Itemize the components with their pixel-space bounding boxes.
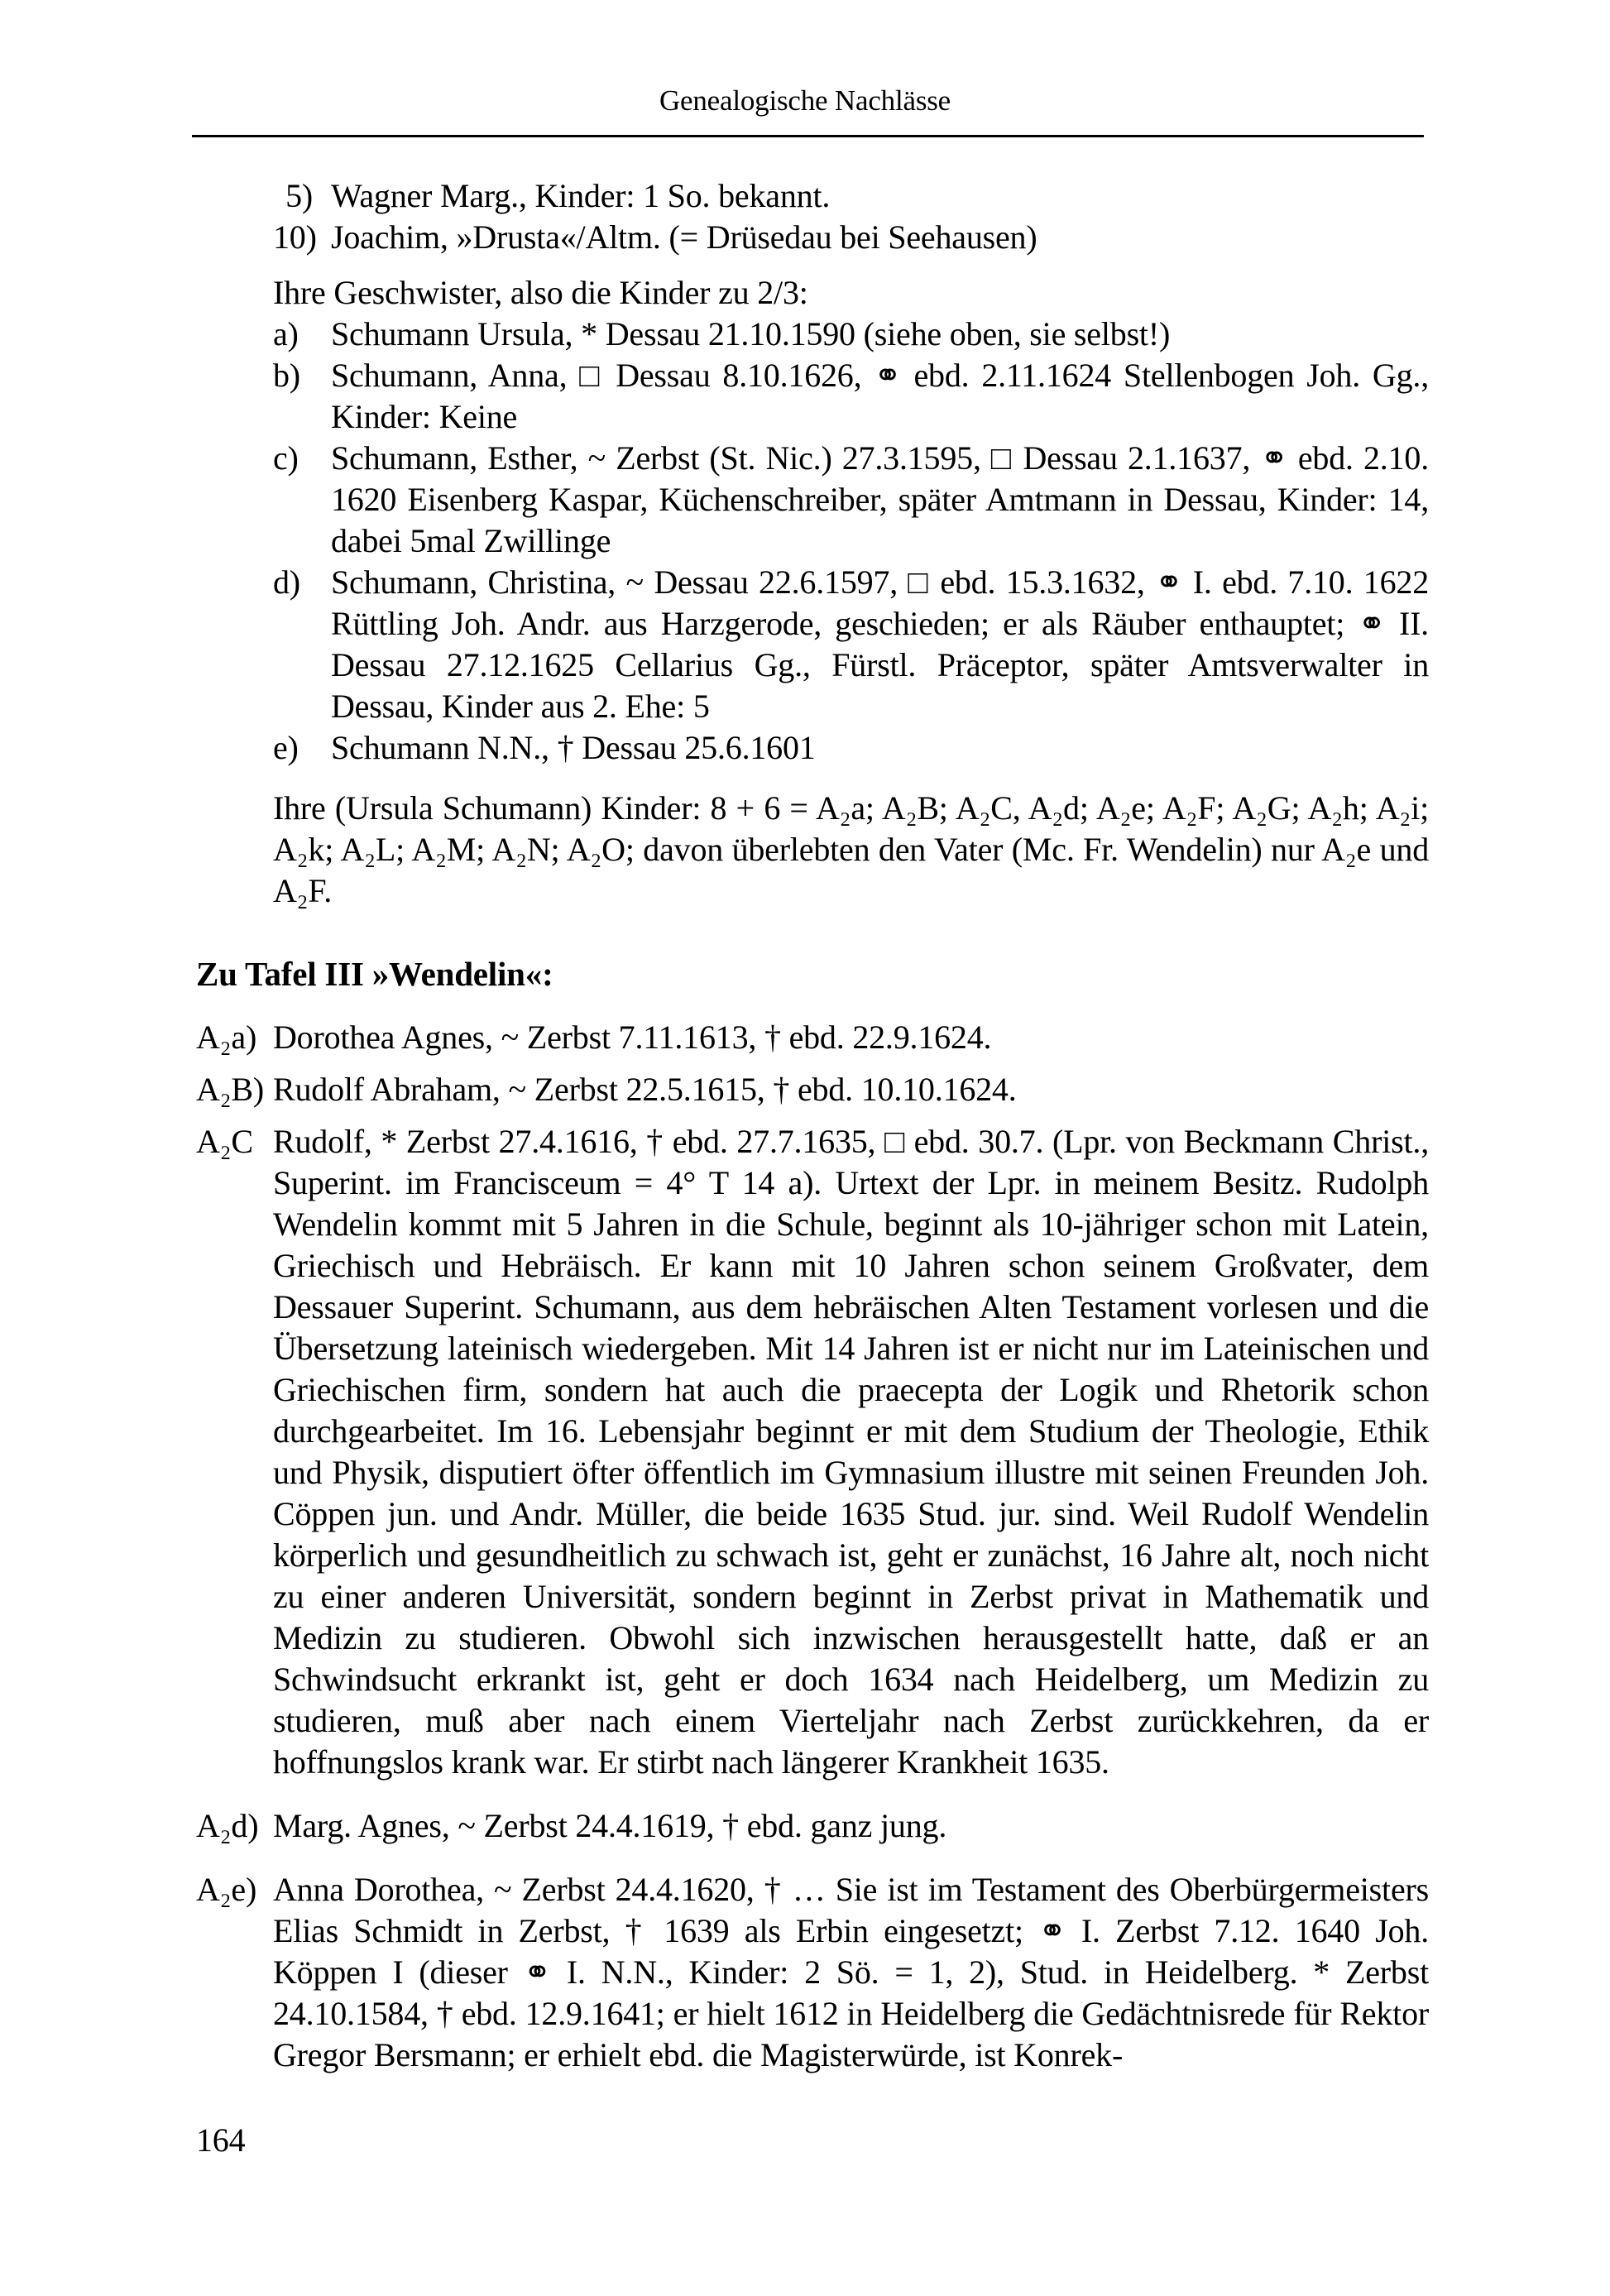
entry-label: A₂a) [196, 1019, 257, 1056]
entry-text: Marg. Agnes, ~ Zerbst 24.4.1619, † ebd. ganz jung. [273, 1807, 947, 1844]
entry-text: Rudolf, * Zerbst 27.4.1616, † ebd. 27.7.1635, □ ebd. 30.7. (Lpr. von Beckmann Christ., Superint. im Francisceum = 4° T 14 a). Urtext der Lpr. in meinem Besitz. Rudolph Wendelin kommt mit 5 Jahren in die Schule, beginnt als 10-jähriger schon mit Latein, Griechisch und Hebräisch. Er kann mit 10 Jahren schon seinem Großvater, dem Dessauer Superint. Schumann, aus dem hebräischen Alten Testament vorlesen und die Übersetzung lateinisch wiedergeben. Mit 14 Jahren ist er nicht nur im Lateinischen und Griechischen firm, sondern hat auch die praecepta der Logik und Rhetorik schon durchgearbeitet. Im 16. Lebensjahr beginnt er mit dem Studium der Theologie, Ethik und Physik, disputiert öfter öffentlich im Gymnasium illustre mit seinen Freunden Joh. Cöppen jun. und Andr. Müller, die beide 1635 Stud. jur. sind. Weil Rudolf Wendelin körperlich und gesundheitlich zu schwach ist, geht er zunächst, 16 Jahre alt, noch nicht zu einer anderen Universität, sondern beginnt in Zerbst privat in Mathematik und Medizin zu studieren. Obwohl sich inzwischen herausgestellt hatte, daß er an Schwindsucht erkrankt ist, geht er doch 1634 nach Heidelberg, um Medizin zu studieren, muß aber nach einem Vierteljahr nach Zerbst zurückkehren, da er hoffnungslos krank war. Er stirbt nach längerer Krankheit 1635. [273, 1123, 1429, 1781]
siblings-intro: Ihre Geschwister, also die Kinder zu 2/3: [273, 274, 808, 311]
list-item [273, 355, 1429, 438]
item-text: Schumann, Anna, □ Dessau 8.10.1626, ⚭ ebd. 2.11.1624 Stellenbogen Joh. Gg., Kinder: Keine [331, 357, 1429, 435]
item-text: Wagner Marg., Kinder: 1 So. bekannt. [331, 177, 831, 214]
tafel-entry [196, 1017, 1429, 1058]
item-letter: a) [273, 315, 299, 352]
children-summary: Ihre (Ursula Schumann) Kinder: 8 + 6 = A₂a; A₂B; A₂C, A₂d; A₂e; A₂F; A₂G; A₂h; A₂i; A₂k; A₂L; A₂M; A₂N; A₂O; davon überlebten den Vater (Mc. Fr. Wendelin) nur A₂e und A₂F. [273, 789, 1429, 909]
item-text: Schumann Ursula, * Dessau 21.10.1590 (siehe oben, sie selbst!) [331, 315, 1171, 352]
list-item [273, 727, 1429, 769]
tafel-entries [196, 1017, 1429, 2076]
entry-text: Anna Dorothea, ~ Zerbst 24.4.1620, † … Sie ist im Testament des Oberbürgermeisters Elias Schmidt in Zerbst, † 1639 als Erbin eingesetzt; ⚭ I. Zerbst 7.12. 1640 Joh. Köppen I (dieser ⚭ I. N.N., Kinder: 2 Sö. = 1, 2), Stud. in Heidelberg. * Zerbst 24.10.1584, † ebd. 12.9.1641; er hielt 1612 in Heidelberg die Gedächtnisrede für Rektor Gregor Bersmann; er erhielt ebd. die Magisterwürde, ist Konrek- [273, 1871, 1429, 2073]
item-letter: d) [273, 563, 300, 601]
header-rule [192, 135, 1424, 137]
item-text: Joachim, »Drusta«/Altm. (= Drüsedau bei Seehausen) [331, 218, 1037, 256]
item-letter: b) [273, 357, 300, 394]
entry-text: Rudolf Abraham, ~ Zerbst 22.5.1615, † ebd. 10.10.1624. [273, 1071, 1017, 1108]
tafel-entry [196, 1805, 1429, 1847]
list-item [273, 217, 1429, 258]
page-content [196, 175, 1429, 2076]
tafel-entry [196, 1121, 1429, 1783]
tafel-entry [196, 1869, 1429, 2076]
item-letter: c) [273, 439, 299, 477]
numbered-list [196, 175, 1429, 258]
entry-text: Dorothea Agnes, ~ Zerbst 7.11.1613, † ebd. 22.9.1624. [273, 1019, 992, 1056]
list-item [273, 438, 1429, 562]
tafel-entry [196, 1069, 1429, 1110]
item-text: Schumann, Esther, ~ Zerbst (St. Nic.) 27.3.1595, □ Dessau 2.1.1637, ⚭ ebd. 2.10. 1620 Eisenberg Kaspar, Küchenschreiber, später Amtmann in Dessau, Kinder: 14, dabei 5mal Zwillinge [331, 439, 1429, 559]
siblings-list [273, 314, 1429, 769]
entry-label: A₂e) [196, 1871, 257, 1908]
page-number: 164 [196, 2121, 246, 2159]
list-item [273, 562, 1429, 727]
list-item [273, 314, 1429, 355]
item-letter: e) [273, 729, 299, 766]
item-text: Schumann, Christina, ~ Dessau 22.6.1597, □ ebd. 15.3.1632, ⚭ I. ebd. 7.10. 1622 Rüttling Joh. Andr. aus Harzgerode, geschieden; er als Räuber enthauptet; ⚭ II. Dessau 27.12.1625 Cellarius Gg., Fürstl. Präceptor, später Amtsverwalter in Dessau, Kinder aus 2. Ehe: 5 [331, 563, 1429, 725]
item-number: 5) [285, 177, 313, 214]
entry-label: A₂d) [196, 1807, 259, 1844]
section-heading: Zu Tafel III »Wendelin«: [196, 955, 553, 993]
entry-label: A₂B) [196, 1071, 265, 1108]
entry-label: A₂C [196, 1123, 253, 1160]
item-number: 10) [273, 218, 317, 256]
list-item [273, 175, 1429, 217]
running-head: Genealogische Nachlässe [659, 84, 951, 117]
item-text: Schumann N.N., † Dessau 25.6.1601 [331, 729, 816, 766]
